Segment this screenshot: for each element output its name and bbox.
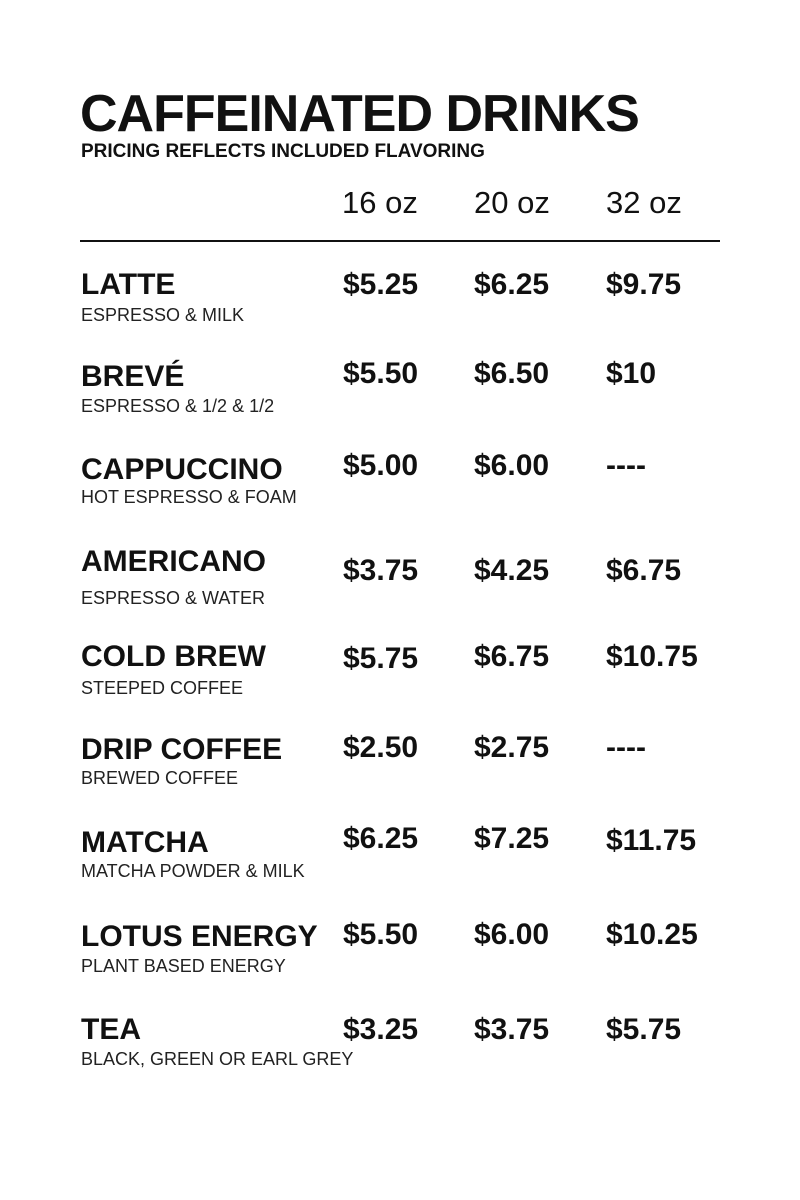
price-32oz: $9.75	[606, 268, 682, 301]
price-16oz: $5.50	[343, 357, 419, 390]
menu-item-cappuccino	[0, 449, 800, 533]
menu-item-tea	[0, 1013, 800, 1093]
menu-item-breve	[0, 357, 800, 440]
price-16oz: $2.50	[343, 731, 419, 764]
item-description: BREWED COFFEE	[81, 768, 239, 788]
price-20oz: $6.75	[474, 640, 550, 673]
price-20oz: $6.00	[474, 449, 550, 482]
price-32oz: $10	[606, 357, 657, 390]
price-20oz: $2.75	[474, 731, 550, 764]
item-name: MATCHA	[81, 826, 209, 859]
price-16oz: $3.75	[343, 554, 419, 587]
price-16oz: $5.00	[343, 449, 419, 482]
price-20oz: $4.25	[474, 554, 550, 587]
price-20oz: $6.50	[474, 357, 550, 390]
price-20oz: $6.25	[474, 268, 550, 301]
price-20oz: $3.75	[474, 1013, 550, 1046]
menu-title: CAFFEINATED DRINKS	[80, 85, 639, 143]
item-description: ESPRESSO & MILK	[81, 305, 245, 325]
item-description: BLACK, GREEN OR EARL GREY	[81, 1049, 354, 1069]
item-name: CAPPUCCINO	[81, 453, 283, 486]
item-name: TEA	[81, 1013, 141, 1046]
price-16oz: $6.25	[343, 822, 419, 855]
item-name: BREVÉ	[81, 360, 185, 393]
size-header-32oz: 32 oz	[606, 185, 682, 220]
price-32oz: $11.75	[606, 824, 697, 857]
item-name: DRIP COFFEE	[81, 733, 283, 766]
menu-item-cold-brew	[0, 640, 800, 720]
item-description: ESPRESSO & WATER	[81, 588, 266, 608]
price-16oz: $5.75	[343, 642, 419, 675]
price-16oz: $5.50	[343, 918, 419, 951]
item-description: HOT ESPRESSO & FOAM	[81, 487, 297, 507]
price-32oz: $10.75	[606, 640, 698, 673]
item-name: LATTE	[81, 268, 176, 301]
size-header-20oz: 20 oz	[474, 185, 550, 220]
price-20oz: $6.00	[474, 918, 550, 951]
item-description: MATCHA POWDER & MILK	[81, 861, 305, 881]
price-20oz: $7.25	[474, 822, 550, 855]
item-description: ESPRESSO & 1/2 & 1/2	[81, 396, 275, 416]
menu-item-drip-coffee	[0, 733, 800, 813]
price-32oz: $5.75	[606, 1013, 682, 1046]
price-32oz: $10.25	[606, 918, 698, 951]
menu-item-matcha	[0, 822, 800, 906]
menu-item-lotus-energy	[0, 920, 800, 1000]
item-name: COLD BREW	[81, 640, 266, 673]
item-description: STEEPED COFFEE	[81, 678, 244, 698]
item-name: LOTUS ENERGY	[81, 920, 318, 953]
price-16oz: $3.25	[343, 1013, 419, 1046]
menu-subtitle: PRICING REFLECTS INCLUDED FLAVORING	[81, 141, 485, 162]
price-32oz: ----	[606, 731, 646, 764]
price-32oz: $6.75	[606, 554, 682, 587]
item-name: AMERICANO	[81, 545, 266, 578]
price-32oz: ----	[606, 449, 646, 482]
menu-item-americano	[0, 545, 800, 625]
size-header-16oz: 16 oz	[342, 185, 418, 220]
menu-item-latte	[0, 268, 800, 348]
price-16oz: $5.25	[343, 268, 419, 301]
item-description: PLANT BASED ENERGY	[81, 956, 286, 976]
